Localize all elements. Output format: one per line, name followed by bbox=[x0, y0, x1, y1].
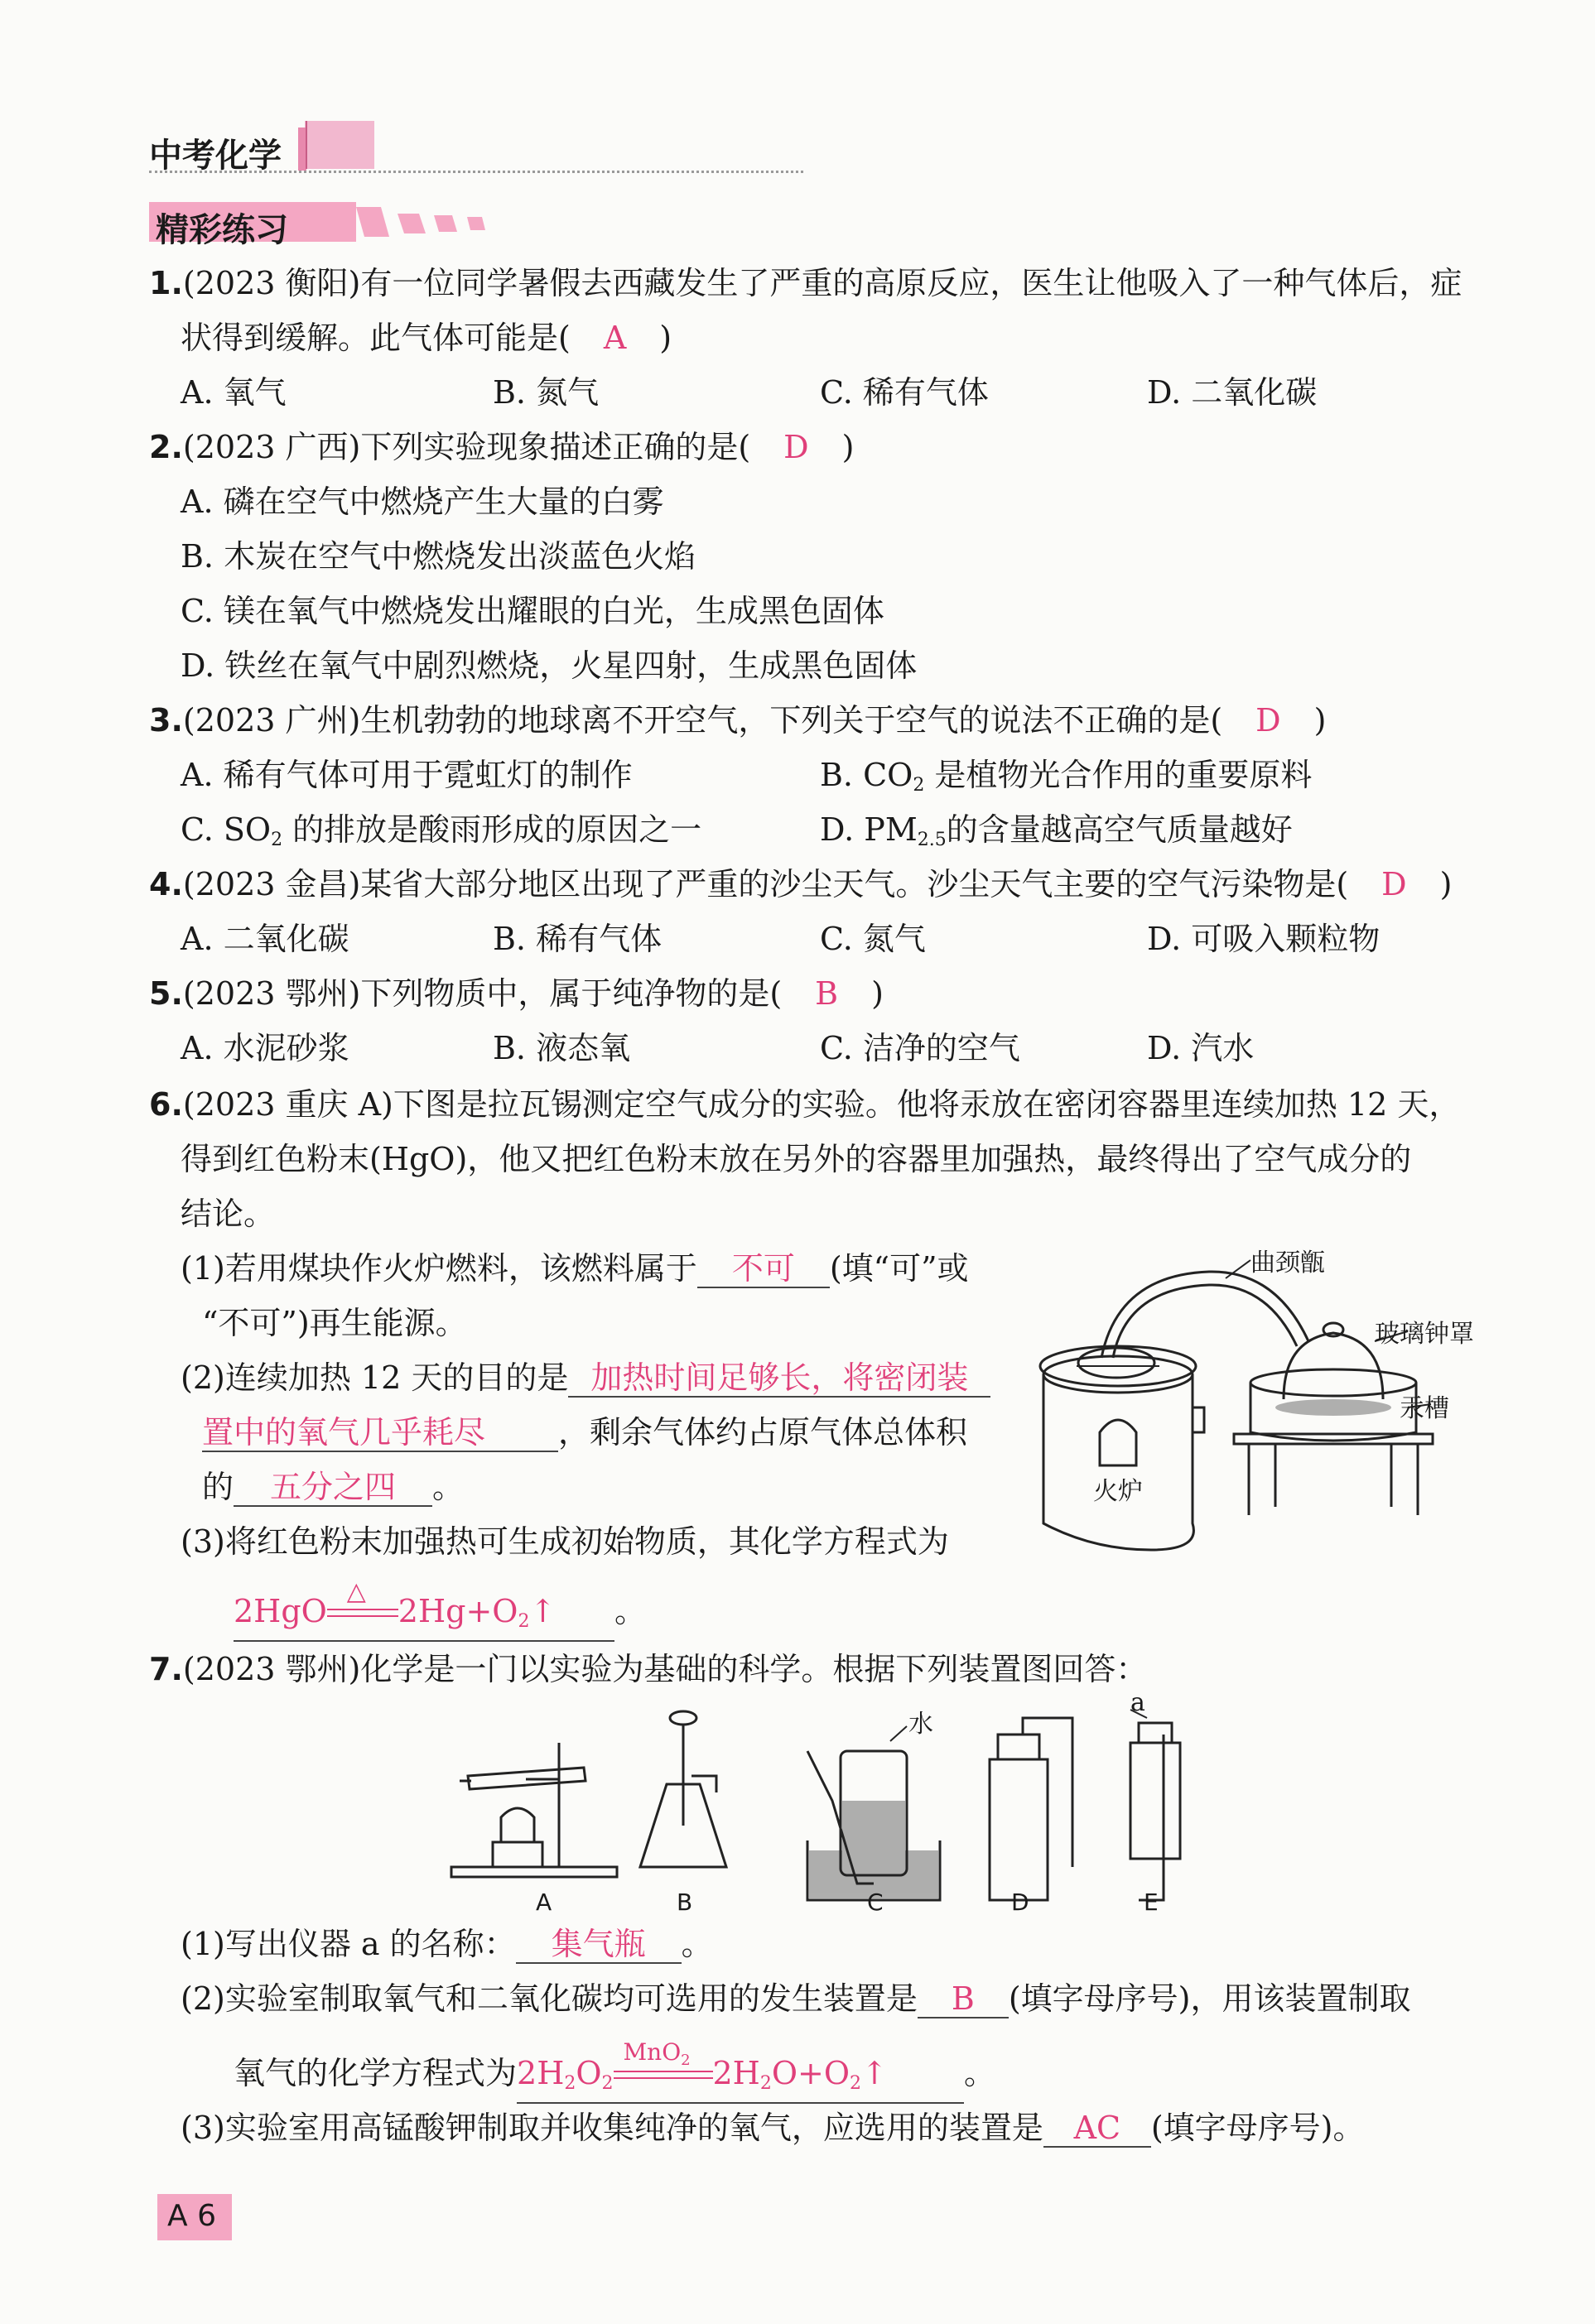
section-title: 精彩练习 bbox=[156, 211, 288, 249]
q1-option-d: D. 二氧化碳 bbox=[1147, 374, 1318, 411]
q7-part3: (3)实验室用高锰酸钾制取并收集纯净的氧气，应选用的装置是 AC (填字母序号)。 bbox=[181, 2110, 1365, 2146]
q6-part3-equation: 2HgO △ $2Hg+O_2↑$ 。 bbox=[234, 1591, 646, 1642]
q1-answer: A bbox=[603, 320, 627, 356]
q1-line2: 状得到缓解。此气体可能是( A ) bbox=[181, 320, 672, 356]
q5-option-c: C. 洁净的空气 bbox=[820, 1030, 1020, 1066]
q7-part2-equation: 氧气的化学方程式为$2H_2O_2$ MnO$_2$ $2H_2O+O_2↑$ 。 bbox=[234, 2053, 995, 2104]
header-dotted-rule bbox=[149, 171, 803, 173]
q6-figure bbox=[1027, 1242, 1491, 1557]
q6-part2: (2)连续加热 12 天的目的是 加热时间足够长，将密闭装 bbox=[181, 1358, 990, 1398]
q6-eq-arrow: ↑ bbox=[529, 1593, 557, 1629]
q3-stem: 3.(2023 广州)生机勃勃的地球离不开空气，下列关于空气的说法不正确的是( D ) bbox=[149, 702, 1327, 739]
q3-answer: D bbox=[1255, 702, 1281, 739]
q1-option-b: B. 氮气 bbox=[493, 374, 600, 411]
book-title: 中考化学 bbox=[149, 137, 282, 175]
q5-answer: B bbox=[815, 975, 839, 1012]
q7-figure bbox=[443, 1688, 1222, 1917]
q1-line1: 1.(2023 衡阳)有一位同学暑假去西藏发生了严重的高原反应，医生让他吸入了一种气体后，症 bbox=[149, 265, 1462, 301]
q7-part1: (1)写出仪器 a 的名称： 集气瓶 。 bbox=[181, 1926, 713, 1962]
q6-line2: 得到红色粉末(HgO)，他又把红色粉末放在另外的容器里加强热，最终得出了空气成分的 bbox=[181, 1141, 1412, 1177]
q6-eq-equals bbox=[327, 1609, 398, 1610]
apparatus-label-a: A bbox=[536, 1889, 552, 1916]
q6-line3: 结论。 bbox=[181, 1196, 276, 1232]
q7-part1-answer: 集气瓶 bbox=[516, 1926, 682, 1964]
q6-line1: 6.(2023 重庆 A)下图是拉瓦锡测定空气成分的实验。他将汞放在密闭容器里连续加热 12 天， bbox=[149, 1086, 1461, 1123]
q4-answer: D bbox=[1381, 866, 1407, 902]
q3-option-d: D. $PM_{2.5}$的含量越高空气质量越好 bbox=[820, 811, 1293, 850]
q6-part2-answer-c: 五分之四 bbox=[234, 1469, 432, 1507]
furnace-label: 火炉 bbox=[1093, 1477, 1143, 1506]
q6-part2-answer-a: 加热时间足够长，将密闭装 bbox=[568, 1359, 990, 1398]
instrument-a-label: a bbox=[1130, 1688, 1145, 1717]
retort-label: 曲颈甑 bbox=[1250, 1249, 1325, 1277]
q2-option-b: B. 木炭在空气中燃烧发出淡蓝色火焰 bbox=[181, 538, 696, 575]
q2-answer: D bbox=[783, 429, 809, 465]
section-banner bbox=[149, 199, 513, 249]
q3-option-a: A. 稀有气体可用于霓虹灯的制作 bbox=[181, 757, 633, 793]
apparatus-label-d: D bbox=[1011, 1889, 1029, 1916]
q6-eq-left: 2HgO bbox=[234, 1593, 327, 1629]
q6-part1-answer: 不可 bbox=[697, 1250, 830, 1288]
q6-part2-answer-b: 置中的氧气几乎耗尽 bbox=[202, 1414, 558, 1452]
q7-stem: 7.(2023 鄂州)化学是一门以实验为基础的科学。根据下列装置图回答： bbox=[149, 1651, 1148, 1687]
q2-option-a: A. 磷在空气中燃烧产生大量的白雾 bbox=[181, 484, 664, 520]
q6-part1-line2: “不可”)再生能源。 bbox=[202, 1305, 467, 1341]
q4-option-d: D. 可吸入颗粒物 bbox=[1147, 921, 1381, 957]
q7-eq-catalyst: MnO$_2$ bbox=[623, 2038, 691, 2069]
q7-part2-answer: B bbox=[918, 1980, 1009, 2018]
mercury-trough-label: 汞槽 bbox=[1400, 1394, 1449, 1423]
q4-stem: 4.(2023 金昌)某省大部分地区出现了严重的沙尘天气。沙尘天气主要的空气污染物是( D ) bbox=[149, 866, 1453, 902]
q7-part3-answer: AC bbox=[1043, 2110, 1151, 2148]
q6-part3: (3)将红色粉末加强热可生成初始物质，其化学方程式为 bbox=[181, 1523, 949, 1560]
q3-option-c: C. $SO_2$ 的排放是酸雨形成的原因之一 bbox=[181, 811, 702, 850]
q3-option-b: B. $CO_2$ 是植物光合作用的重要原料 bbox=[820, 757, 1313, 796]
q5-stem: 5.(2023 鄂州)下列物质中，属于纯净物的是( B ) bbox=[149, 975, 884, 1012]
q2-option-d: D. 铁丝在氧气中剧烈燃烧，火星四射，生成黑色固体 bbox=[181, 647, 918, 684]
q5-option-a: A. 水泥砂浆 bbox=[181, 1030, 349, 1066]
apparatus-label-e: E bbox=[1144, 1889, 1159, 1916]
q1-option-c: C. 稀有气体 bbox=[820, 374, 989, 411]
apparatus-label-b: B bbox=[677, 1889, 693, 1916]
q6-eq-condition: △ bbox=[346, 1576, 366, 1606]
q6-part1: (1)若用煤块作火炉燃料，该燃料属于 不可 (填“可”或 bbox=[181, 1250, 969, 1287]
water-label: 水 bbox=[908, 1710, 933, 1739]
q4-option-b: B. 稀有气体 bbox=[493, 921, 663, 957]
q4-option-a: A. 二氧化碳 bbox=[181, 921, 349, 957]
apparatus-label-c: C bbox=[867, 1889, 884, 1916]
q6-part2-line3: 的 五分之四 。 bbox=[202, 1469, 465, 1505]
lab-apparatus-diagram bbox=[443, 1701, 1222, 1917]
bell-jar-label: 玻璃钟罩 bbox=[1375, 1320, 1474, 1349]
q2-option-c: C. 镁在氧气中燃烧发出耀眼的白光，生成黑色固体 bbox=[181, 593, 884, 629]
q5-option-d: D. 汽水 bbox=[1147, 1030, 1255, 1066]
q6-part2-line2: 置中的氧气几乎耗尽 ，剩余气体约占原气体总体积 bbox=[202, 1414, 968, 1451]
header bbox=[149, 116, 812, 182]
q4-option-c: C. 氮气 bbox=[820, 921, 926, 957]
page-number: A 6 bbox=[157, 2194, 232, 2240]
q7-part2: (2)实验室制取氧气和二氧化碳均可选用的发生装置是 B (填字母序号)，用该装置制取 bbox=[181, 1980, 1411, 2017]
q5-option-b: B. 液态氧 bbox=[493, 1030, 631, 1066]
q6-eq-right: 2Hg+O bbox=[398, 1593, 518, 1629]
section-stripes bbox=[356, 207, 522, 240]
q2-stem: 2.(2023 广西)下列实验现象描述正确的是( D ) bbox=[149, 429, 855, 465]
book-icon bbox=[290, 116, 381, 174]
q1-option-a: A. 氧气 bbox=[181, 374, 287, 411]
